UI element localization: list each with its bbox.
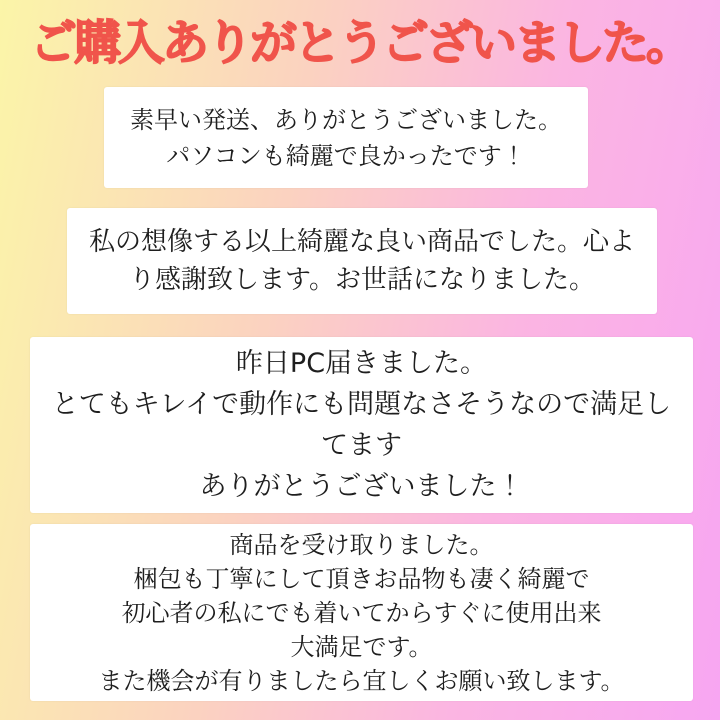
review-line: 大満足です。 xyxy=(290,632,433,661)
review-line: 昨日PC届きました。 xyxy=(235,348,488,379)
review-line: パソコンも綺麗で良かったです！ xyxy=(166,141,526,170)
review-card-1 xyxy=(104,87,588,188)
review-line: 商品を受け取りました。 xyxy=(229,530,494,559)
review-card-2 xyxy=(67,208,657,314)
review-line: とてもキレイで動作にも問題なさそうなので満足し xyxy=(51,389,672,420)
review-line: てます xyxy=(321,430,402,461)
review-line: 梱包も丁寧にして頂きお品物も凄く綺麗で xyxy=(133,564,590,593)
review-line: り感謝致します。お世話になりました。 xyxy=(129,265,595,295)
page-title: ご購入ありがとうございました。 xyxy=(30,16,690,71)
review-line: 私の想像する以上綺麗な良い商品でした。心よ xyxy=(88,227,635,257)
review-card-4 xyxy=(30,524,693,701)
review-card-3 xyxy=(30,337,693,513)
review-line: ありがとうございました！ xyxy=(199,471,524,502)
review-line: 素早い発送、ありがとうございました。 xyxy=(130,105,562,134)
review-line: また機会が有りましたら宜しくお願い致します。 xyxy=(98,666,625,695)
review-line: 初心者の私にでも着いてからすぐに使用出来 xyxy=(121,598,602,627)
